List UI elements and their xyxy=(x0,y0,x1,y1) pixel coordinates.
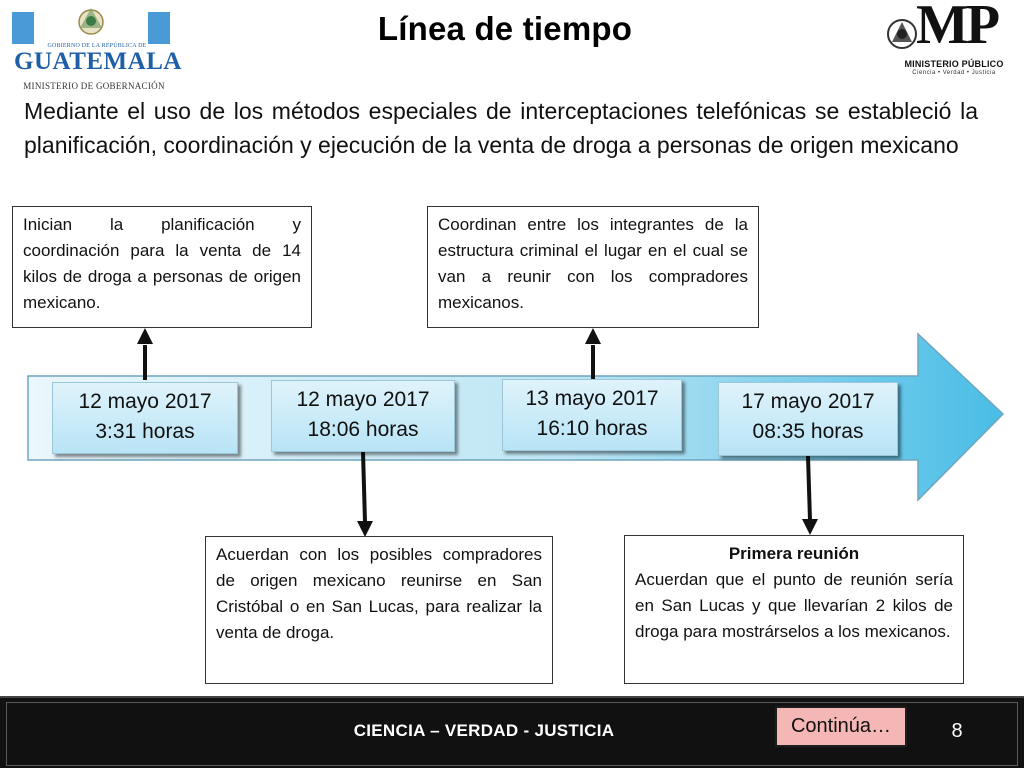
date-4: 17 mayo 2017 xyxy=(741,390,875,413)
time-2: 18:06 horas xyxy=(307,418,419,441)
date-box-3 xyxy=(502,379,682,451)
date-1: 12 mayo 2017 xyxy=(78,390,212,413)
footer-motto: CIENCIA – VERDAD - JUSTICIA xyxy=(353,721,615,740)
connector-down-2 xyxy=(357,452,373,537)
page-number: 8 xyxy=(951,720,963,742)
event-2-text: Acuerdan con los posibles compradores de origen mexicano reunirse en San Cristóbal o en San Lucas, para realizar la venta de droga. xyxy=(216,545,542,642)
logo-country-name: GUATEMALA xyxy=(14,48,182,75)
mp-logo-name: MINISTERIO PÚBLICO xyxy=(904,59,1004,69)
event-box-1 xyxy=(12,206,312,328)
mp-logo-letters: MP xyxy=(916,0,998,56)
time-1: 3:31 horas xyxy=(95,420,195,443)
date-box-4 xyxy=(718,382,898,456)
connector-up-1 xyxy=(137,328,153,380)
event-4-text: Acuerdan que el punto de reunión sería en San Lucas y que llevarían 2 kilos de droga para mostrárselos a los mexicanos. xyxy=(635,570,953,641)
event-box-3 xyxy=(427,206,759,328)
time-3: 16:10 horas xyxy=(536,417,648,440)
connector-down-4 xyxy=(802,456,818,535)
event-box-2 xyxy=(205,536,553,684)
event-3-text: Coordinan entre los integrantes de la estructura criminal el lugar en el cual se van a reunir con los compradores mexicanos. xyxy=(438,215,748,312)
event-4-title: Primera reunión xyxy=(728,544,860,563)
continue-button[interactable]: Continúa… xyxy=(775,706,907,747)
page-title: Línea de tiempo xyxy=(377,10,633,47)
date-box-1 xyxy=(52,382,238,454)
logo-government-text: GOBIERNO DE LA REPÚBLICA DE xyxy=(47,43,147,49)
date-3: 13 mayo 2017 xyxy=(525,387,659,410)
mp-logo-motto: Ciencia • Verdad • Justicia xyxy=(912,70,996,76)
connector-up-3 xyxy=(585,328,601,380)
date-box-2 xyxy=(271,380,455,452)
event-box-4 xyxy=(624,535,964,684)
event-1-text: Inician la planificación y coordinación para la venta de 14 kilos de droga a personas de origen mexicano. xyxy=(23,215,301,312)
logo-ministry-name: MINISTERIO DE GOBERNACIÓN xyxy=(23,81,165,91)
date-2: 12 mayo 2017 xyxy=(296,388,430,411)
time-4: 08:35 horas xyxy=(752,420,864,443)
intro-paragraph: Mediante el uso de los métodos especiales de interceptaciones telefónicas se estableció la planificación, coordinación y ejecución de la venta de droga a personas de origen mexicano xyxy=(24,98,978,158)
